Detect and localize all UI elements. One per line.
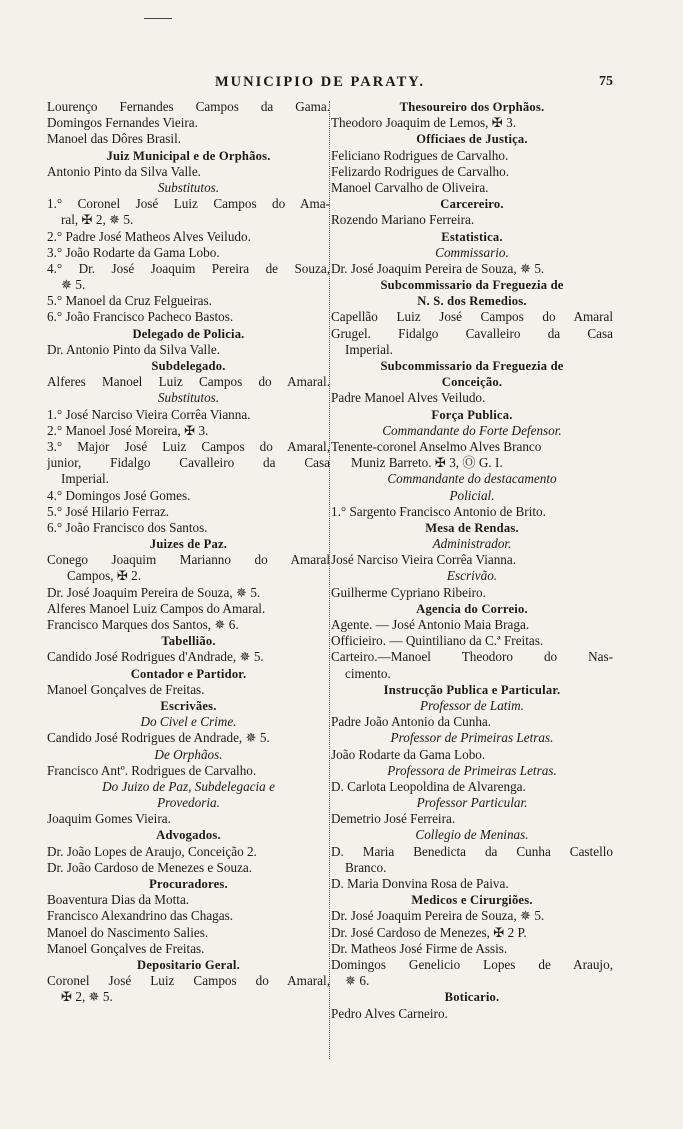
entry-line: Dr. Antonio Pinto da Silva Valle. (47, 341, 221, 357)
section-heading: Escrivães. (160, 698, 217, 713)
sub-heading: Substitutos. (157, 179, 220, 195)
entry-line: Manoel Gonçalves de Freitas. (47, 681, 205, 697)
section-heading: Procuradores. (149, 877, 228, 891)
entry-line: Candido José Rodrigues d'Andrade, ✵ 5. (47, 649, 264, 665)
entry-line: 6.° João Francisco Pacheco Bastos. (47, 309, 234, 325)
section-heading: Officiaes de Justiça. (416, 132, 528, 147)
entry-line: Branco. (345, 859, 387, 875)
section-heading: Carcereiro. (440, 197, 504, 212)
right-column (331, 99, 613, 1022)
section-heading: Mesa de Rendas. (425, 520, 519, 535)
entry-line: D. Maria Benedicta da Cunha Castello (331, 843, 613, 859)
entry-line: Officieiro. — Quintiliano da C.ª Freitas. (331, 633, 544, 649)
page-header (0, 74, 683, 94)
entry-line: Antonio Pinto da Silva Valle. (47, 163, 201, 179)
entry-line: Dr. José Joaquim Pereira de Souza, ✵ 5. (47, 584, 261, 600)
section-heading: Delegado de Policia. (132, 326, 245, 341)
entry-line: Dr. Matheos José Firme de Assis. (331, 940, 508, 956)
entry-line: Dr. José Cardoso de Menezes, ✠ 2 P. (331, 924, 527, 940)
entry-line: Dr. José Joaquim Pereira de Souza, ✵ 5. (331, 908, 545, 924)
entry-line: Francisco Alexandrino das Chagas. (47, 908, 234, 924)
sub-heading: Professora de Primeiras Letras. (387, 762, 557, 778)
entry-line: 3.° João Rodarte da Gama Lobo. (47, 244, 220, 260)
entry-line: 5.° Manoel da Cruz Felgueiras. (47, 293, 212, 309)
section-heading: Depositario Geral. (137, 957, 240, 972)
section-heading: Agencia do Correio. (416, 601, 528, 616)
section-heading: Força Publica. (431, 407, 513, 422)
entry-line: Guilherme Cypriano Ribeiro. (331, 584, 486, 600)
entry-line: João Rodarte da Gama Lobo. (331, 746, 486, 762)
section-heading: Boticario. (444, 990, 500, 1005)
page-number: 75 (599, 74, 613, 89)
left-column (47, 99, 330, 1006)
sub-heading: De Orphãos. (154, 746, 223, 762)
entry-line: 5.° José Hilario Ferraz. (47, 503, 170, 519)
entry-line: Manoel das Dôres Brasil. (47, 131, 182, 147)
running-title: MUNICIPIO DE PARATY. (214, 74, 426, 90)
entry-line: Francisco Antº. Rodrigues de Carvalho. (47, 762, 257, 778)
entry-line: Coronel José Luiz Campos do Amaral, (47, 973, 330, 989)
entry-line: cimento. (345, 665, 391, 681)
entry-line: Padre Manoel Alves Veiludo. (331, 390, 486, 406)
sub-heading: Commandante do destacamento (387, 471, 557, 487)
section-heading: Estatistica. (441, 229, 503, 244)
entry-line: Joaquim Gomes Vieira. (47, 811, 171, 827)
entry-line: Francisco Marques dos Santos, ✵ 6. (47, 617, 239, 632)
entry-line: Agente. — José Antonio Maia Braga. (331, 617, 530, 632)
entry-line: Grugel. Fidalgo Cavalleiro da Casa (331, 325, 613, 341)
entry-line: Felizardo Rodrigues de Carvalho. (331, 163, 509, 179)
section-heading: Tabellião. (161, 634, 216, 649)
section-heading: Juizes de Paz. (149, 537, 228, 552)
section-heading: Instrucção Publica e Particular. (383, 682, 561, 697)
entry-line: Manoel Carvalho de Oliveira. (331, 179, 489, 195)
entry-line: Alferes Manoel Luiz Campos do Amaral. (47, 600, 266, 616)
entry-line: Dr. João Lopes de Araujo, Conceição 2. (47, 843, 257, 859)
sub-heading: Escrivão. (446, 568, 498, 584)
entry-line: Pedro Alves Carneiro. (331, 1005, 448, 1021)
section-heading: Subcommissario da Freguezia de (380, 359, 564, 373)
entry-line: Alferes Manoel Luiz Campos do Amaral. (47, 374, 330, 390)
section-heading: Conceição. (441, 375, 503, 390)
entry-line: Imperial. (345, 341, 393, 357)
entry-line: Tenente-coronel Anselmo Alves Branco (331, 438, 542, 454)
entry-line: José Narciso Vieira Corrêa Vianna. (331, 552, 517, 568)
entry-line: Manoel do Nascimento Salies. (47, 924, 209, 940)
section-heading: Subcommissario da Freguezia de (380, 278, 564, 293)
entry-line: 4.° Dr. José Joaquim Pereira de Souza, (47, 260, 330, 276)
entry-line: Domingos Fernandes Vieira. (47, 115, 198, 131)
sub-heading: Professor de Primeiras Letras. (390, 730, 554, 746)
entry-line: 2.° Padre José Matheos Alves Veiludo. (47, 228, 251, 244)
entry-line: Imperial. (61, 471, 109, 487)
entry-line: Theodoro Joaquim de Lemos, ✠ 3. (331, 115, 517, 131)
section-heading: Medicos e Cirurgiões. (411, 893, 533, 908)
entry-line: 2.° Manoel José Moreira, ✠ 3. (47, 422, 209, 438)
entry-line: D. Carlota Leopoldina de Alvarenga. (331, 778, 526, 794)
entry-line: Padre João Antonio da Cunha. (331, 714, 492, 730)
section-heading: N. S. dos Remedios. (417, 294, 527, 309)
entry-line: ral, ✠ 2, ✵ 5. (61, 212, 134, 228)
entry-line: 3.° Major José Luiz Campos do Amaral, (47, 438, 330, 454)
entry-line: Campos, ✠ 2. (67, 568, 142, 584)
entry-line: Domingos Genelicio Lopes de Araujo, (331, 956, 613, 972)
entry-line: junior, Fidalgo Cavalleiro da Casa (47, 455, 330, 471)
entry-line: 1.° Sargento Francisco Antonio de Brito. (331, 503, 546, 519)
entry-line: ✠ 2, ✵ 5. (61, 989, 113, 1005)
entry-line: Candido José Rodrigues de Andrade, ✵ 5. (47, 730, 270, 746)
entry-line: Feliciano Rodrigues de Carvalho. (331, 147, 509, 163)
entry-line: D. Maria Donvina Rosa de Paiva. (331, 876, 509, 891)
entry-line: Conego Joaquim Marianno do Amaral (47, 552, 330, 568)
sub-heading: Substitutos. (157, 390, 220, 406)
entry-line: Dr. José Joaquim Pereira de Souza, ✵ 5. (331, 260, 545, 276)
section-heading: Thesoureiro dos Orphãos. (399, 100, 545, 114)
section-heading: Advogados. (156, 828, 221, 843)
entry-line: 1.° Coronel José Luiz Campos do Ama- (47, 196, 330, 212)
section-heading: Juiz Municipal e de Orphãos. (106, 148, 271, 163)
entry-line: Muniz Barreto. ✠ 3, Ⓞ G. I. (351, 455, 503, 471)
entry-line: ✵ 5. (61, 277, 86, 293)
entry-line: Capellão Luiz José Campos do Amaral (331, 309, 613, 325)
sub-heading: Do Civel e Crime. (140, 714, 237, 730)
top-dash-mark (144, 18, 172, 19)
entry-line: Dr. João Cardoso de Menezes e Souza. (47, 859, 253, 875)
sub-heading: Administrador. (432, 536, 512, 552)
entry-line: Carteiro.—Manoel Theodoro do Nas- (331, 649, 613, 665)
sub-heading: Collegio de Meninas. (415, 827, 529, 843)
entry-line: 4.° Domingos José Gomes. (47, 487, 191, 503)
sub-heading: Commandante do Forte Defensor. (382, 422, 562, 438)
sub-heading: Do Juizo de Paz, Subdelegacia e (102, 778, 275, 794)
entry-line: ✵ 6. (345, 973, 370, 989)
entry-line: Lourenço Fernandes Campos da Gama. (47, 99, 330, 114)
entry-line: Manoel Gonçalves de Freitas. (47, 940, 205, 956)
section-heading: Contador e Partidor. (130, 666, 247, 681)
sub-heading: Commissario. (435, 244, 509, 260)
sub-heading: Policial. (449, 487, 495, 503)
sub-heading: Professor Particular. (416, 795, 528, 811)
entry-line: 6.° João Francisco dos Santos. (47, 519, 208, 535)
entry-line: Demetrio José Ferreira. (331, 811, 456, 827)
sub-heading: Provedoria. (157, 795, 220, 811)
entry-line: 1.° José Narciso Vieira Corrêa Vianna. (47, 406, 251, 422)
sub-heading: Professor de Latim. (420, 697, 524, 713)
entry-line: Rozendo Mariano Ferreira. (331, 212, 475, 228)
entry-line: Boaventura Dias da Motta. (47, 892, 190, 908)
section-heading: Subdelegado. (151, 359, 226, 373)
